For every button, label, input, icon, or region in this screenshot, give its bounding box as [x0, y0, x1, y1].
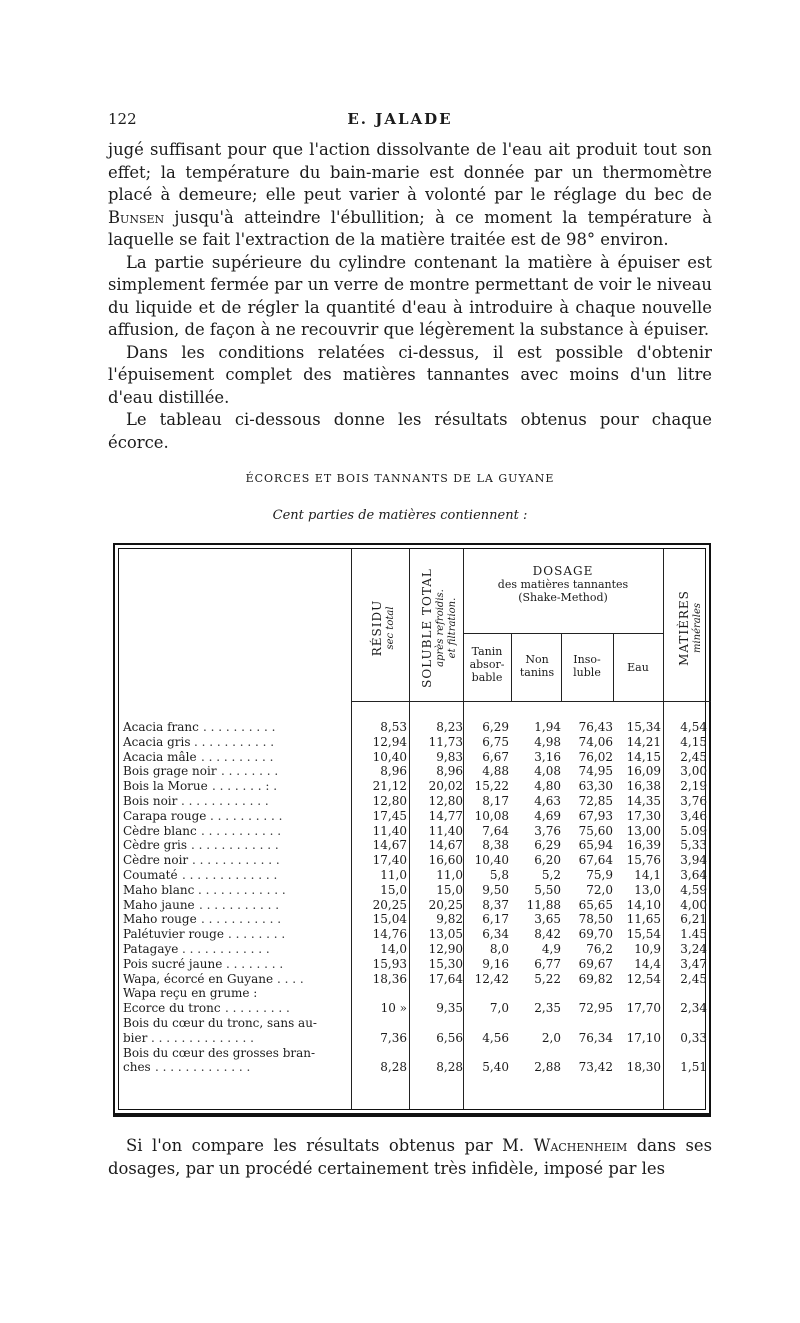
table-row	[119, 779, 711, 794]
table-cell: 16,38	[626, 779, 661, 794]
table-cell: 9,50	[482, 882, 509, 897]
table-cell: 2,88	[534, 1060, 561, 1075]
row-leader-dots: . . . . . . . . .	[225, 1001, 290, 1016]
row-label: Cèdre blanc	[123, 823, 197, 838]
row-label: Bois du cœur du tronc, sans au-	[123, 1015, 317, 1030]
table-cell: 73,42	[578, 1060, 613, 1075]
row-label: Cèdre gris	[123, 838, 188, 853]
table-cell: 3,00	[680, 764, 707, 779]
table-cell: 17,30	[626, 808, 661, 823]
table-cell: 2,35	[534, 1001, 561, 1016]
table-cell: 65,65	[578, 897, 613, 912]
table-row	[119, 1046, 711, 1061]
table-cell: 4,80	[534, 779, 561, 794]
table-cell: 15,04	[372, 912, 407, 927]
table-row	[119, 853, 711, 868]
table-cell: 4,08	[534, 764, 561, 779]
table-cell: 1.45	[680, 927, 707, 942]
table-cell: 1,94	[534, 720, 561, 734]
row-leader-dots: . . . .	[277, 971, 304, 986]
table-title: ÉCORCES ET BOIS TANNANTS DE LA GUYANE	[245, 472, 555, 485]
row-label: Carapa rouge	[123, 808, 207, 823]
row-leader-dots: . . . . . . . .	[221, 764, 279, 779]
table-row	[119, 838, 711, 853]
row-leader-dots: . . . . . . . . . . . . .	[155, 1060, 251, 1075]
table-cell: 6,67	[482, 749, 509, 764]
bunsen-name: Bunsen	[108, 207, 165, 227]
paragraph-3: Dans les conditions relatées ci-dessus, il est possible d'obtenir l'épuisement complet des matières tannantes avec moins d'un litre d'eau distillée.	[108, 342, 712, 407]
table-cell: 72,0	[586, 882, 613, 897]
table-cell: 1,51	[680, 1060, 707, 1075]
table-cell: 16,60	[428, 853, 463, 868]
row-leader-dots: . . . . . . . . . . . .	[181, 793, 269, 808]
table-cell: 9,83	[436, 749, 463, 764]
footer-text	[108, 1135, 712, 1180]
table-inner-frame	[118, 548, 706, 1110]
header-non-tanins: Non tanins	[519, 653, 555, 679]
table-row	[119, 824, 711, 839]
table-cell: 10,9	[634, 941, 661, 956]
table-row	[119, 809, 711, 824]
table-cell: 10,40	[474, 853, 509, 868]
table-row	[119, 898, 711, 913]
column-divider	[561, 633, 562, 701]
table-cell: 3,24	[680, 941, 707, 956]
row-leader-dots: . . . . . . . . . . .	[201, 912, 282, 927]
table-cell: 13,00	[626, 823, 661, 838]
row-leader-dots: . . . . . . . . . . .	[199, 897, 280, 912]
table-cell: 2,19	[680, 779, 707, 794]
table-cell: 14,4	[634, 956, 661, 971]
page-number: 122	[108, 110, 137, 128]
row-leader-dots: . . . . . . . . . . .	[201, 823, 282, 838]
table-cell: 14,67	[372, 838, 407, 853]
table-cell: 5,50	[534, 882, 561, 897]
row-divider	[351, 701, 711, 702]
table-cell: 5,2	[541, 867, 561, 882]
table-cell: 76,43	[578, 720, 613, 734]
table-cell: 74,06	[578, 734, 613, 749]
table-cell: 14,1	[634, 867, 661, 882]
table-cell: 11,0	[436, 867, 463, 882]
table-cell: 8,0	[489, 941, 509, 956]
table-cell: 6,29	[482, 720, 509, 734]
table-cell: 15,0	[436, 882, 463, 897]
table-cell: 15,93	[372, 956, 407, 971]
table-row	[119, 794, 711, 809]
table-cell: 8,42	[534, 927, 561, 942]
table-cell: 69,70	[578, 927, 613, 942]
row-label: Acacia gris	[123, 734, 191, 749]
row-label: Bois du cœur des grosses bran-	[123, 1045, 316, 1060]
table-cell: 6,75	[482, 734, 509, 749]
table-cell: 8,96	[380, 764, 407, 779]
table-cell: 4,15	[680, 734, 707, 749]
table-cell: 63,30	[578, 779, 613, 794]
table-cell: 8,17	[482, 793, 509, 808]
row-label: Maho blanc	[123, 882, 195, 897]
table-row	[119, 986, 711, 1001]
table-cell: 15,30	[428, 956, 463, 971]
table-cell: 15,22	[474, 779, 509, 794]
table-cell: 2,45	[680, 749, 707, 764]
table-subtitle: Cent parties de matières contiennent :	[272, 508, 528, 523]
page-header	[0, 110, 800, 130]
table-cell: 11,0	[380, 867, 407, 882]
table-cell: 76,02	[578, 749, 613, 764]
table-cell: 4,00	[680, 897, 707, 912]
table-row	[119, 1031, 711, 1046]
row-label: Bois noir	[123, 793, 178, 808]
table-cell: 7,36	[380, 1030, 407, 1045]
row-leader-dots: . . . . . . . . . . . . . .	[151, 1030, 254, 1045]
table-cell: 11,40	[428, 823, 463, 838]
table-cell: 16,39	[626, 838, 661, 853]
row-label: Ecorce du tronc	[123, 1001, 221, 1016]
row-label: Patagaye	[123, 941, 179, 956]
table-cell: 8,37	[482, 897, 509, 912]
table-cell: 6,56	[436, 1030, 463, 1045]
column-divider	[613, 633, 614, 701]
row-label: Maho rouge	[123, 912, 197, 927]
table-cell: 14,67	[428, 838, 463, 853]
table-cell: 4,59	[680, 882, 707, 897]
row-leader-dots: . . . . . . . . . .	[201, 749, 274, 764]
paragraph-4: Le tableau ci-dessous donne les résultats obtenus pour chaque écorce.	[108, 410, 712, 452]
table-row	[119, 868, 711, 883]
row-leader-dots: . . . . . . . : .	[212, 779, 278, 794]
table-cell: 16,09	[626, 764, 661, 779]
table-cell: 3,94	[680, 853, 707, 868]
table-row	[119, 942, 711, 957]
row-leader-dots: . . . . . . . .	[226, 956, 284, 971]
table-cell: 6,29	[534, 838, 561, 853]
header-dosage: DOSAGE des matières tannantes (Shake-Method)	[497, 564, 629, 604]
table-cell: 14,0	[380, 941, 407, 956]
table-cell: 20,02	[428, 779, 463, 794]
table-cell: 69,67	[578, 956, 613, 971]
table-row	[119, 957, 711, 972]
table-cell: 5,33	[680, 838, 707, 853]
row-leader-dots: . . . . . . . . . .	[203, 720, 276, 734]
header-matieres: MATIÈRES minérales	[677, 590, 703, 666]
table-cell: 15,76	[626, 853, 661, 868]
row-leader-dots: . . . . . . . . . . . .	[182, 941, 270, 956]
table-cell: 9,16	[482, 956, 509, 971]
table-cell: 8,53	[380, 720, 407, 734]
row-label: Wapa, écorcé en Guyane	[123, 971, 274, 986]
header-tanin: Tanin absor- bable	[469, 645, 505, 684]
table-cell: 4,69	[534, 808, 561, 823]
table-cell: 5,22	[534, 971, 561, 986]
table-cell: 67,93	[578, 808, 613, 823]
header-insoluble: Inso- luble	[573, 653, 601, 679]
table-cell: 11,40	[372, 823, 407, 838]
table-cell: 4,63	[534, 793, 561, 808]
table-cell: 17,10	[626, 1030, 661, 1045]
table-cell: 14,21	[626, 734, 661, 749]
table-cell: 14,35	[626, 793, 661, 808]
column-divider	[511, 633, 512, 701]
table-row	[119, 735, 711, 750]
body-text	[108, 139, 712, 454]
paragraph-1: jugé suffisant pour que l'action dissolvante de l'eau ait produit tout son effet; la température du bain-marie est donnée par un thermomètre placé à demeure; elle peut varier à volonté par le réglage du bec de Bunsen jusqu'à atteindre l'ébullition; à ce moment la température à laquelle se fait l'extraction de la matière traitée est de 98° environ.	[108, 140, 712, 249]
table-cell: 12,42	[474, 971, 509, 986]
table-cell: 12,54	[626, 971, 661, 986]
table-cell: 5,40	[482, 1060, 509, 1075]
header-soluble: SOLUBLE TOTAL après refroidis. et filtration.	[420, 568, 458, 688]
table-cell: 3,76	[534, 823, 561, 838]
table-cell: 18,30	[626, 1060, 661, 1075]
table-cell: 3,65	[534, 912, 561, 927]
table-cell: 9,82	[436, 912, 463, 927]
table-cell: 6,34	[482, 927, 509, 942]
table-cell: 9,35	[436, 1001, 463, 1016]
table-cell: 13,0	[634, 882, 661, 897]
row-leader-dots: . . . . . . . . . . . .	[198, 882, 286, 897]
table-cell: 4,98	[534, 734, 561, 749]
data-table	[113, 543, 711, 1117]
table-cell: 6,21	[680, 912, 707, 927]
table-cell: 3,46	[680, 808, 707, 823]
table-cell: 75,9	[586, 867, 613, 882]
table-cell: 18,36	[372, 971, 407, 986]
table-cell: 3,64	[680, 867, 707, 882]
row-label: Pois sucré jaune	[123, 956, 223, 971]
table-cell: 4,9	[541, 941, 561, 956]
table-cell: 65,94	[578, 838, 613, 853]
row-label: Coumaté	[123, 867, 178, 882]
table-cell: 11,88	[526, 897, 561, 912]
table-cell: 3,76	[680, 793, 707, 808]
table-cell: 17,70	[626, 1001, 661, 1016]
table-cell: 12,80	[428, 793, 463, 808]
row-divider	[463, 633, 663, 634]
row-label: ches	[123, 1060, 151, 1075]
table-cell: 8,23	[436, 720, 463, 734]
table-cell: 6,17	[482, 912, 509, 927]
table-row	[119, 1001, 711, 1016]
table-cell: 7,0	[489, 1001, 509, 1016]
row-label: Palétuvier rouge	[123, 927, 224, 942]
table-cell: 12,90	[428, 941, 463, 956]
table-row	[119, 1060, 711, 1075]
table-cell: 6,77	[534, 956, 561, 971]
table-row	[119, 927, 711, 942]
table-row	[119, 1016, 711, 1031]
row-leader-dots: . . . . . . . . . . . . .	[182, 867, 278, 882]
table-cell: 20,25	[428, 897, 463, 912]
table-cell: 11,65	[626, 912, 661, 927]
row-label: Maho jaune	[123, 897, 195, 912]
table-cell: 15,0	[380, 882, 407, 897]
table-cell: 14,77	[428, 808, 463, 823]
table-cell: 2,34	[680, 1001, 707, 1016]
table-cell: 13,05	[428, 927, 463, 942]
table-cell: 14,15	[626, 749, 661, 764]
table-cell: 12,80	[372, 793, 407, 808]
table-cell: 17,40	[372, 853, 407, 868]
row-label: Acacia franc	[123, 720, 199, 734]
table-row	[119, 883, 711, 898]
row-label: Bois grage noir	[123, 764, 217, 779]
table-cell: 10 »	[380, 1001, 407, 1016]
table-cell: 14,10	[626, 897, 661, 912]
header-residu: RÉSIDU sec total	[370, 599, 396, 657]
table-cell: 2,45	[680, 971, 707, 986]
table-cell: 8,28	[436, 1060, 463, 1075]
table-cell: 69,82	[578, 971, 613, 986]
table-cell: 3,47	[680, 956, 707, 971]
table-body	[119, 720, 711, 1075]
table-row	[119, 750, 711, 765]
header-eau: Eau	[627, 661, 649, 674]
table-cell: 72,85	[578, 793, 613, 808]
table-cell: 0,33	[680, 1030, 707, 1045]
row-leader-dots: . . . . . . . . . . . .	[191, 838, 279, 853]
table-row	[119, 972, 711, 987]
table-cell: 4,54	[680, 720, 707, 734]
paragraph-5: Si l'on compare les résultats obtenus par M. Wachenheim dans ses dosages, par un procédé certainement très infidèle, imposé par les	[108, 1136, 712, 1178]
table-cell: 10,08	[474, 808, 509, 823]
row-leader-dots: . . . . . . . . . .	[210, 808, 283, 823]
table-cell: 7,64	[482, 823, 509, 838]
table-cell: 20,25	[372, 897, 407, 912]
row-leader-dots: . . . . . . . .	[228, 927, 286, 942]
table-cell: 6,20	[534, 853, 561, 868]
table-cell: 72,95	[578, 1001, 613, 1016]
table-cell: 8,96	[436, 764, 463, 779]
table-cell: 74,95	[578, 764, 613, 779]
table-cell: 76,2	[586, 941, 613, 956]
table-cell: 17,64	[428, 971, 463, 986]
table-cell: 78,50	[578, 912, 613, 927]
row-label: bier	[123, 1030, 148, 1045]
row-leader-dots: . . . . . . . . . . .	[194, 734, 275, 749]
table-cell: 15,54	[626, 927, 661, 942]
table-cell: 17,45	[372, 808, 407, 823]
row-label: Bois la Morue	[123, 779, 208, 794]
table-cell: 67,64	[578, 853, 613, 868]
table-cell: 15,34	[626, 720, 661, 734]
row-leader-dots: . . . . . . . . . . . .	[192, 853, 280, 868]
table-cell: 3,16	[534, 749, 561, 764]
wachenheim-name: Wachenheim	[533, 1136, 628, 1155]
table-row	[119, 912, 711, 927]
table-cell: 8,28	[380, 1060, 407, 1075]
table-cell: 11,73	[428, 734, 463, 749]
table-cell: 5.09	[680, 823, 707, 838]
table-cell: 2,0	[541, 1030, 561, 1045]
table-cell: 12,94	[372, 734, 407, 749]
table-cell: 4,88	[482, 764, 509, 779]
table-cell: 75,60	[578, 823, 613, 838]
table-cell: 4,56	[482, 1030, 509, 1045]
table-row	[119, 720, 711, 735]
row-label: Acacia mâle	[123, 749, 197, 764]
paragraph-2: La partie supérieure du cylindre contenant la matière à épuiser est simplement fermée par un verre de montre permettant de voir le niveau du liquide et de régler la quantité d'eau à introduire à chaque nouvelle affusion, de façon à ne recouvrir que légèrement la substance à épuiser.	[108, 252, 712, 339]
table-cell: 14,76	[372, 927, 407, 942]
table-cell: 10,40	[372, 749, 407, 764]
table-cell: 76,34	[578, 1030, 613, 1045]
row-label: Cèdre noir	[123, 853, 189, 868]
table-cell: 21,12	[372, 779, 407, 794]
running-head: E. JALADE	[347, 110, 453, 128]
table-cell: 5,8	[489, 867, 509, 882]
table-cell: 8,38	[482, 838, 509, 853]
row-label: Wapa reçu en grume :	[123, 986, 258, 1001]
table-row	[119, 764, 711, 779]
